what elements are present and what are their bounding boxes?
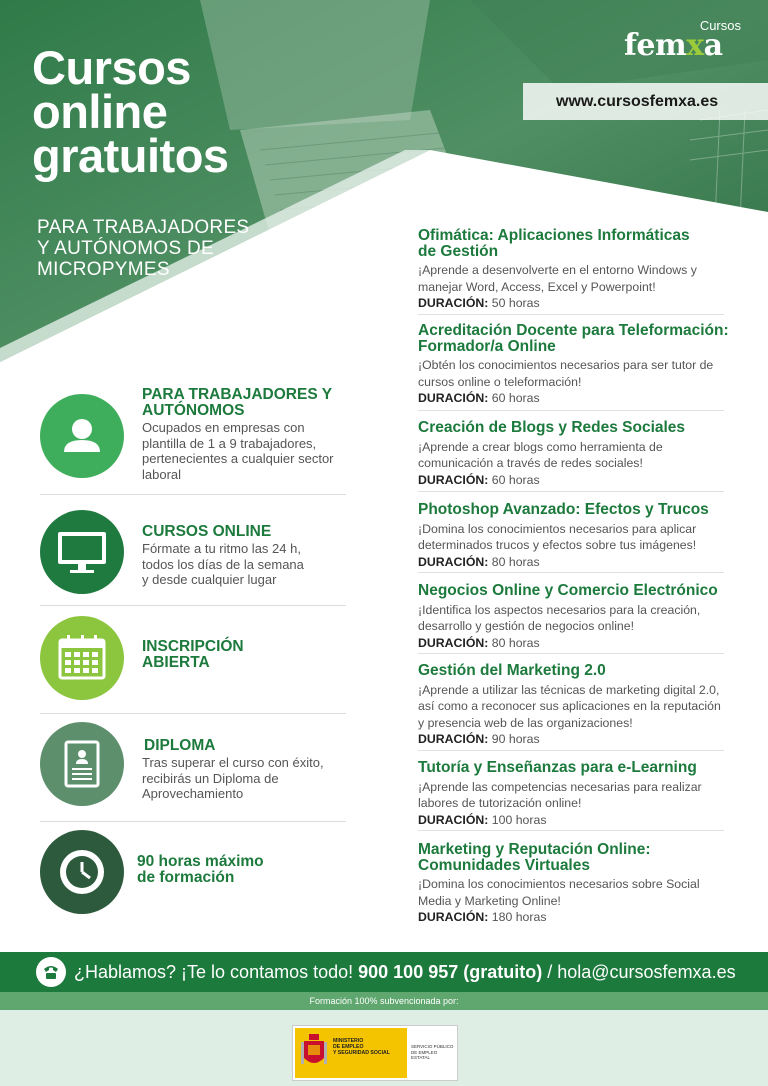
hero-subtitle-line: MICROPYMES	[37, 259, 170, 280]
course-item[interactable]	[418, 228, 730, 311]
feature-heading-line: 90 horas máximo	[137, 853, 264, 870]
course-description	[418, 779, 730, 812]
course-description	[418, 602, 730, 635]
feature-body-line: y desde cualquier lugar	[142, 572, 277, 587]
duration-value: 90 horas	[491, 732, 540, 746]
feature-body-line: Ocupados en empresas con	[142, 420, 305, 435]
duration-label: DURACIÓN:	[418, 732, 489, 746]
hero-title-line: gratuitos	[32, 129, 229, 182]
duration-label: DURACIÓN:	[418, 635, 489, 650]
course-desc-line: labores de tutorización online!	[418, 796, 582, 810]
course-desc-line: cursos online o teleformación!	[418, 374, 582, 389]
course-duration	[418, 554, 730, 570]
person-icon	[40, 394, 124, 478]
course-title-line: Photoshop Avanzado: Efectos y Trucos	[418, 501, 709, 518]
ministry-line: Y SEGURIDAD SOCIAL	[333, 1050, 390, 1056]
hero-subtitle-line: PARA TRABAJADORES	[37, 217, 250, 238]
course-title-line: Tutoría y Enseñanzas para e-Learning	[418, 759, 697, 776]
course-title	[418, 583, 730, 599]
duration-value: 60 horas	[491, 391, 540, 405]
course-desc-line: desarrollo y gestión de negocios online!	[418, 619, 635, 633]
contact-prefix: ¿Hablamos? ¡Te lo contamos todo!	[74, 962, 359, 982]
divider	[40, 494, 346, 495]
duration-value: 50 horas	[491, 296, 540, 310]
feature-body-line: plantilla de 1 a 9 trabajadores,	[142, 435, 317, 451]
hero-subtitle	[37, 217, 249, 280]
course-description	[418, 439, 730, 472]
feature-body	[142, 420, 334, 482]
calendar-icon	[40, 616, 124, 700]
course-duration	[418, 472, 730, 488]
feature-heading-line: ABIERTA	[142, 654, 210, 671]
feature-body-line: Fórmate a tu ritmo las 24 h,	[142, 541, 301, 556]
course-desc-line: ¡Domina los conocimientos necesarios para aplicar	[418, 521, 697, 536]
divider	[40, 713, 346, 714]
divider	[40, 821, 346, 822]
duration-value: 180 horas	[491, 910, 547, 924]
course-title	[418, 663, 730, 679]
course-item[interactable]	[418, 583, 730, 651]
feature-text	[137, 854, 264, 886]
coat-of-arms-icon	[299, 1032, 329, 1072]
email-link[interactable]: hola@cursosfemxa.es	[557, 962, 736, 982]
duration-label: DURACIÓN:	[418, 472, 489, 487]
course-item[interactable]	[418, 663, 730, 747]
feature-body-line: Aprovechamiento	[142, 786, 244, 801]
feature-online	[40, 508, 346, 598]
feature-body-line: Tras superar el curso con éxito,	[142, 755, 324, 770]
feature-diploma	[40, 720, 346, 812]
duration-value: 100 horas	[491, 812, 547, 827]
divider	[418, 830, 724, 831]
course-item[interactable]	[418, 842, 730, 925]
course-title-line: Creación de Blogs y Redes Sociales	[418, 419, 686, 436]
ministry-line: MINISTERIO	[333, 1038, 364, 1044]
course-title-line: Ofimática: Aplicaciones Informáticas	[418, 227, 690, 244]
feature-heading-line: PARA TRABAJADORES Y	[142, 386, 333, 403]
logo-small-text: Cursos	[699, 18, 741, 33]
monitor-icon	[40, 510, 124, 594]
feature-text	[142, 387, 334, 482]
feature-heading-line: INSCRIPCIÓN	[142, 638, 244, 655]
duration-label: DURACIÓN:	[418, 554, 489, 569]
contact-line	[74, 952, 736, 992]
course-item[interactable]	[418, 420, 730, 488]
duration-label: DURACIÓN:	[418, 812, 489, 827]
course-description	[418, 357, 730, 390]
feature-body-line: recibirás un Diploma de	[142, 770, 279, 786]
divider	[418, 750, 724, 751]
course-desc-line: manejar Word, Access, Excel y Powerpoint!	[418, 279, 656, 294]
course-title	[418, 420, 730, 436]
course-desc-line: determinados trucos y efectos sobre tus imágenes!	[418, 538, 697, 552]
divider	[40, 605, 346, 606]
course-title	[418, 323, 730, 354]
course-duration	[418, 635, 730, 651]
course-title	[418, 502, 730, 518]
course-desc-line: y presencia web de las organizaciones!	[418, 715, 633, 730]
feature-heading-line: de formación	[137, 869, 235, 886]
sepe-line: SERVICIO PÚBLICO	[411, 1044, 454, 1049]
logo-part: fem	[624, 28, 687, 63]
duration-label: DURACIÓN:	[418, 910, 489, 924]
course-desc-line: ¡Aprende a utilizar las técnicas de marketing digital 2.0,	[418, 682, 720, 697]
divider	[418, 653, 724, 654]
feature-hours	[40, 828, 346, 920]
sponsor-area	[0, 1010, 768, 1086]
feature-heading	[142, 524, 304, 540]
feature-heading	[142, 387, 334, 419]
course-description	[418, 876, 730, 909]
feature-heading-line: DIPLOMA	[144, 737, 216, 754]
duration-value: 80 horas	[491, 635, 540, 650]
course-desc-line: comunicación a través de redes sociales!	[418, 456, 643, 470]
duration-label: DURACIÓN:	[418, 391, 489, 405]
clock-icon	[40, 830, 124, 914]
duration-value: 80 horas	[491, 554, 540, 569]
hero-title-line: Cursos	[32, 41, 191, 94]
course-duration	[418, 295, 730, 311]
feature-text	[144, 738, 324, 802]
course-desc-line: ¡Identifica los aspectos necesarios para la creación,	[418, 602, 701, 617]
hero-subtitle-line: Y AUTÓNOMOS DE	[37, 238, 214, 259]
divider	[418, 314, 724, 315]
logo-main-text	[624, 28, 723, 63]
feature-body-line: pertenecientes a cualquier sector	[142, 451, 334, 466]
feature-heading	[144, 738, 324, 754]
sepe-line: DE EMPLEO ESTATAL	[411, 1049, 438, 1060]
feature-heading-line: CURSOS ONLINE	[142, 523, 272, 540]
contact-separator: /	[542, 962, 558, 982]
course-description	[418, 262, 730, 295]
course-desc-line: Media y Marketing Online!	[418, 893, 561, 908]
ministry-line: DE EMPLEO	[333, 1044, 364, 1050]
duration-value: 60 horas	[491, 472, 540, 487]
course-title-line: Formador/a Online	[418, 337, 556, 355]
feature-heading	[137, 854, 264, 886]
course-title-line: Marketing y Reputación Online:	[418, 841, 651, 858]
course-duration	[418, 812, 730, 828]
feature-heading	[142, 639, 244, 671]
course-title	[418, 228, 730, 259]
hero-title	[32, 41, 229, 182]
divider	[418, 572, 724, 573]
course-item[interactable]	[418, 502, 730, 570]
feature-text	[142, 524, 304, 588]
course-duration	[418, 390, 730, 406]
course-desc-line: ¡Domina los conocimientos necesarios sobre Social	[418, 877, 700, 891]
feature-text	[142, 639, 244, 671]
ministry-name	[333, 1038, 390, 1056]
sepe-name	[411, 1044, 457, 1061]
course-desc-line: ¡Aprende a desenvolverte en el entorno Windows y	[418, 263, 697, 277]
phone-icon	[36, 957, 66, 987]
course-duration	[418, 909, 730, 925]
course-title-line: Acreditación Docente para Teleformación:	[418, 322, 729, 339]
contact-bar	[0, 952, 768, 992]
course-desc-line: ¡Aprende a crear blogs como herramienta de	[418, 439, 663, 454]
femxa-logo[interactable]	[622, 18, 747, 63]
course-desc-line: ¡Obtén los conocimientos necesarios para ser tutor de	[418, 358, 714, 372]
hero-title-line: online	[32, 85, 168, 138]
course-title-line: Comunidades Virtuales	[418, 856, 590, 874]
course-duration	[418, 731, 730, 747]
feature-heading-line: AUTÓNOMOS	[142, 402, 245, 419]
feature-body	[142, 755, 324, 802]
subsidy-note: Formación 100% subvencionada por:	[0, 992, 768, 1010]
course-description	[418, 521, 730, 554]
diploma-icon	[40, 722, 124, 806]
course-description	[418, 682, 730, 732]
ministry-logo	[292, 1025, 458, 1081]
course-title-line: Negocios Online y Comercio Electrónico	[418, 582, 718, 599]
feature-enrollment	[40, 614, 346, 706]
website-link[interactable]: www.cursosfemxa.es	[523, 83, 768, 120]
duration-label: DURACIÓN:	[418, 296, 489, 310]
course-item[interactable]	[418, 323, 730, 406]
logo-part-x: x	[686, 28, 704, 63]
divider	[418, 491, 724, 492]
feature-workers	[40, 386, 346, 482]
course-title	[418, 842, 730, 873]
phone-number[interactable]: 900 100 957 (gratuito)	[358, 962, 543, 982]
logo-part: a	[703, 28, 723, 63]
course-title-line: Gestión del Marketing 2.0	[418, 662, 606, 679]
course-desc-line: ¡Aprende las competencias necesarias para realizar	[418, 779, 702, 794]
divider	[418, 410, 724, 411]
feature-body-line: laboral	[142, 466, 182, 482]
course-desc-line: así como a reconocer sus aplicaciones en la reputación	[418, 699, 721, 713]
course-title	[418, 760, 730, 776]
course-item[interactable]	[418, 760, 730, 828]
feature-body-line: todos los días de la semana	[142, 556, 304, 572]
feature-body	[142, 541, 304, 588]
course-title-line: de Gestión	[418, 242, 499, 260]
